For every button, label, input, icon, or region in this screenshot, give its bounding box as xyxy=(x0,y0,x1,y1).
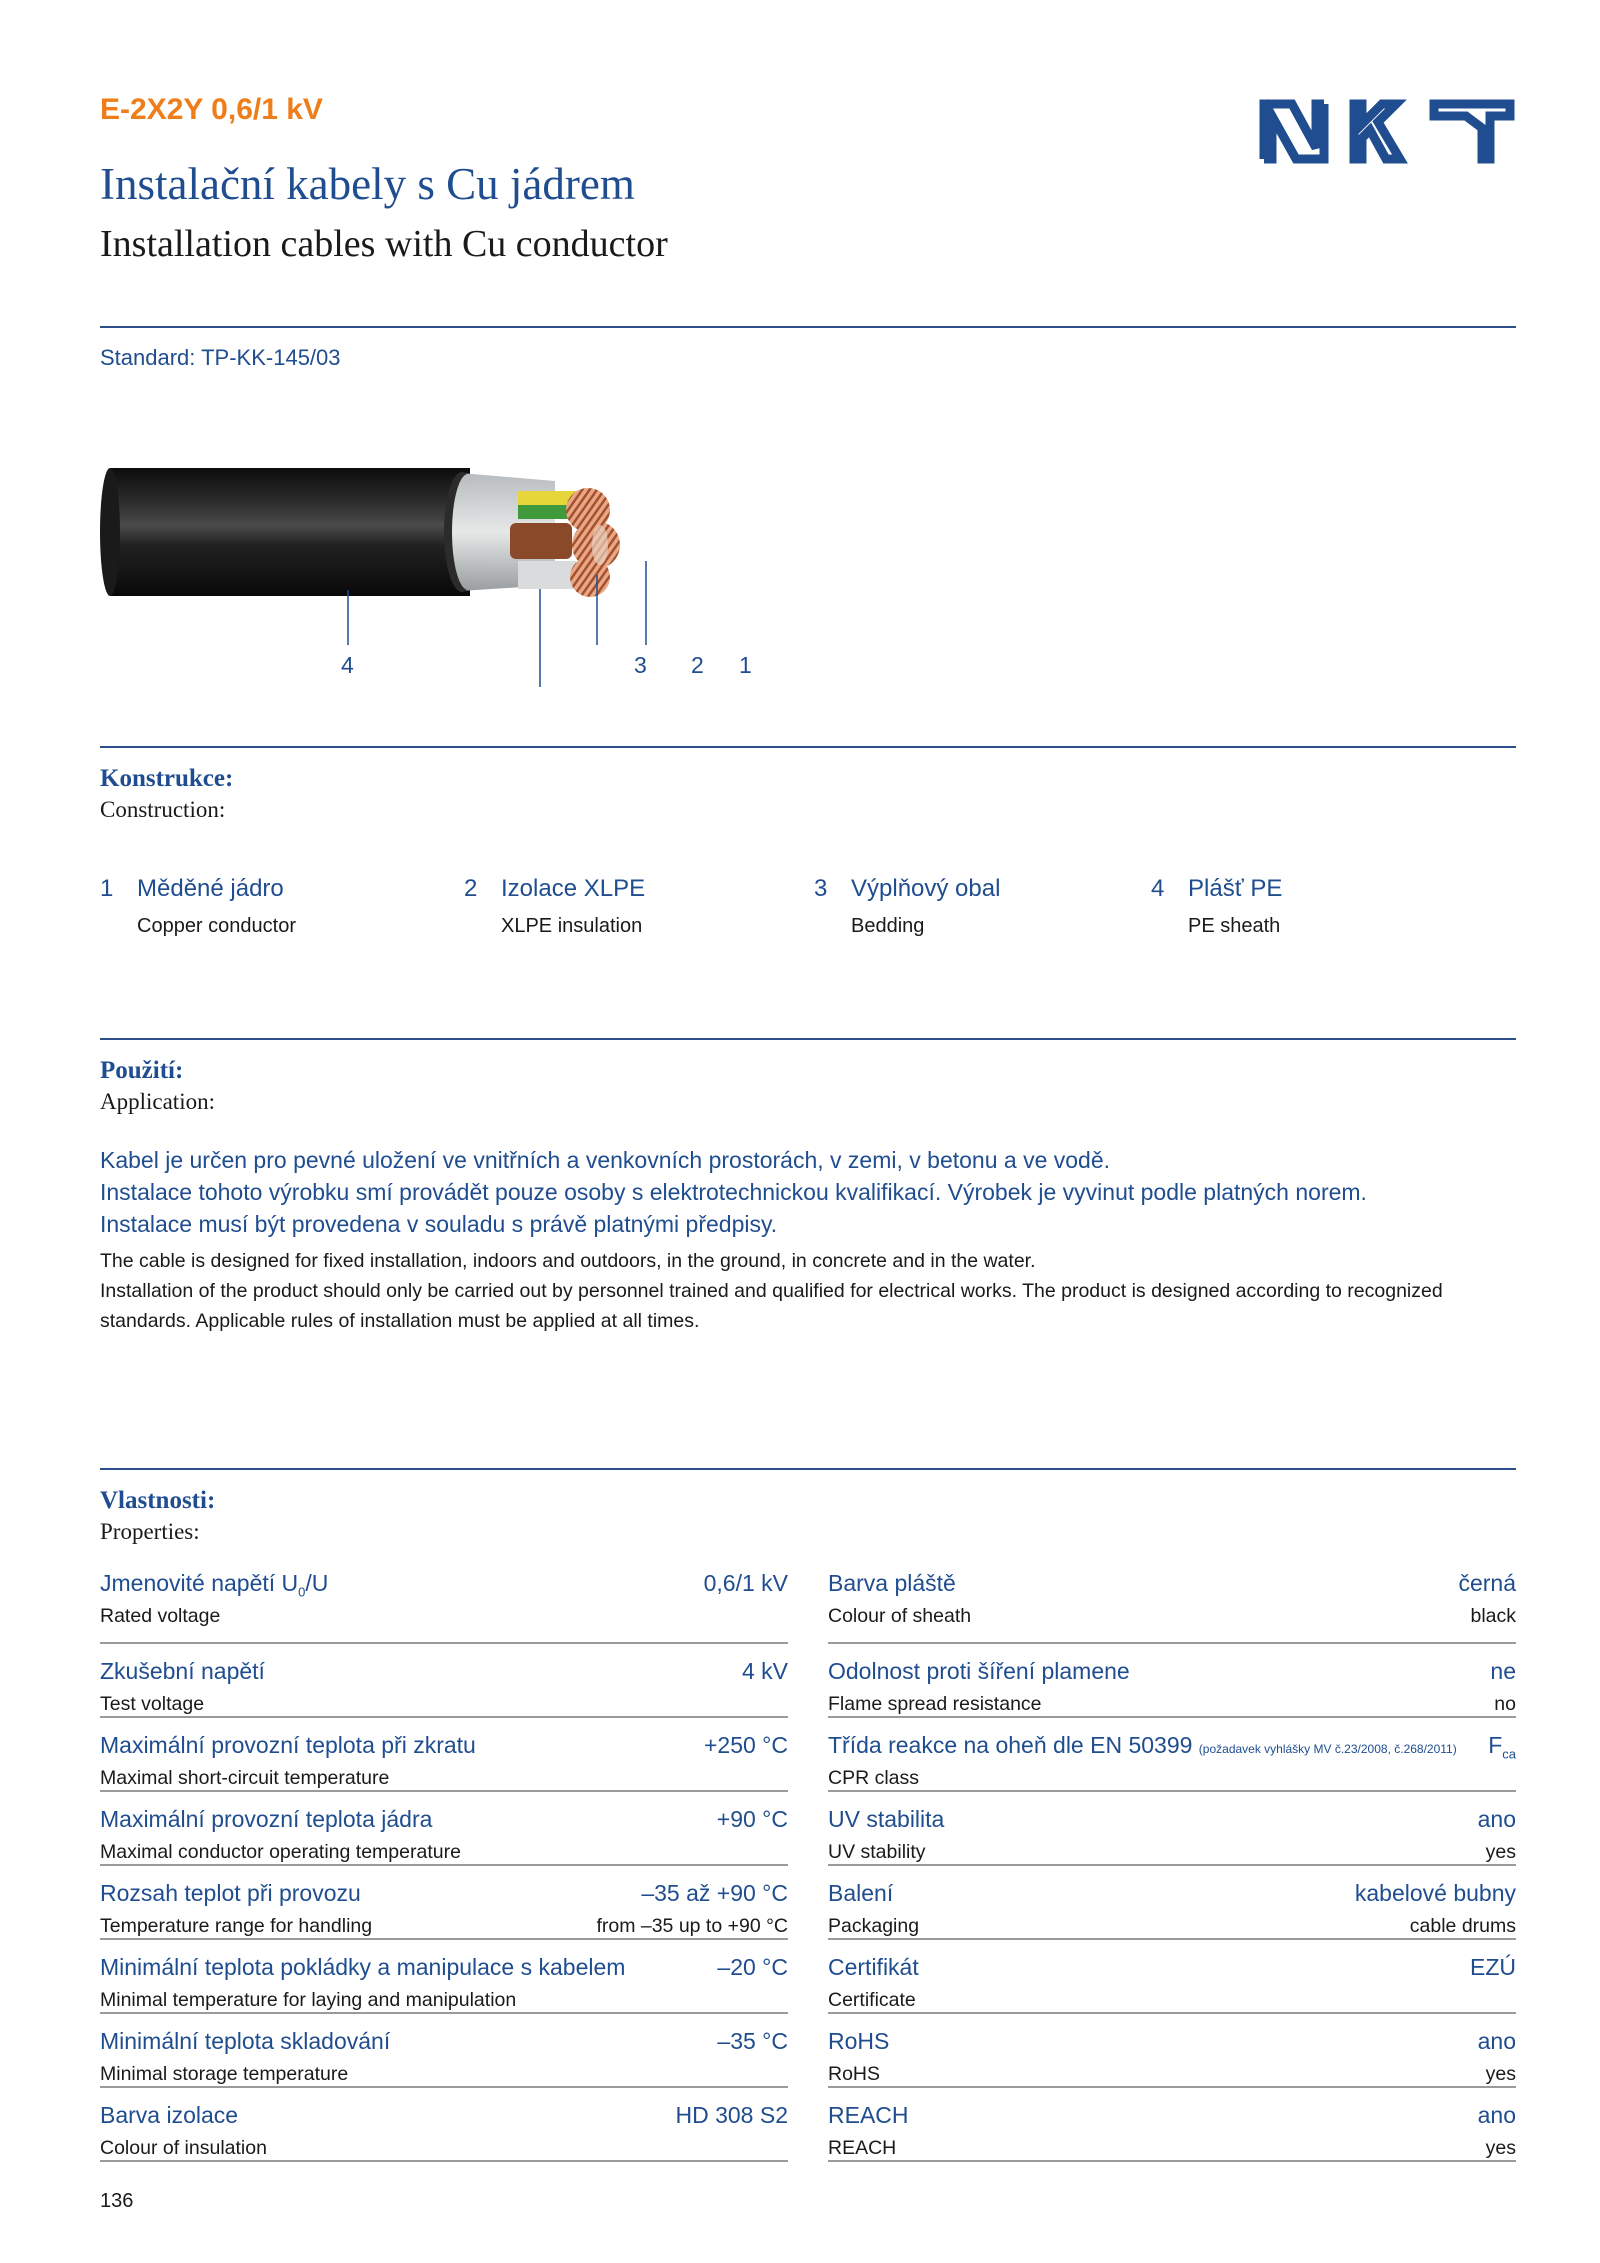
application-line: The cable is designed for fixed installation, indoors and outdoors, in the ground, in concrete and in the water. xyxy=(100,1250,1036,1272)
property-label-cz: Balení xyxy=(828,1880,894,1906)
properties-heading-en: Properties: xyxy=(100,1519,200,1544)
property-row xyxy=(100,2014,788,2088)
item-label-cz: Plášť PE xyxy=(1188,875,1283,902)
property-row xyxy=(100,2088,788,2162)
item-label-en: PE sheath xyxy=(1188,915,1281,937)
property-value-en: from –35 up to +90 °C xyxy=(596,1915,788,1937)
property-label-en: Minimal temperature for laying and manipulation xyxy=(100,1989,517,2011)
property-label-en: Test voltage xyxy=(100,1693,205,1715)
property-label-en: Colour of insulation xyxy=(100,2137,267,2159)
logo-letter-t xyxy=(1434,104,1510,159)
property-label-cz: UV stabilita xyxy=(828,1806,945,1832)
item-label-en: Copper conductor xyxy=(137,915,296,937)
property-value-cz: EZÚ xyxy=(1470,1954,1516,1980)
property-row xyxy=(828,1570,1516,1644)
core-brown xyxy=(510,523,572,559)
property-label-cz: Rozsah teplot při provozu xyxy=(100,1880,361,1906)
property-label-cz: Certifikát xyxy=(828,1954,919,1980)
property-label-cz: Jmenovité napětí $U_0/U$ xyxy=(100,1570,329,1600)
application-line: Instalace musí být provedena v souladu s právě platnými předpisy. xyxy=(100,1211,778,1237)
properties-right-column xyxy=(828,1570,1516,2162)
properties-heading-cz: Vlastnosti: xyxy=(100,1487,216,1514)
properties-divider xyxy=(100,1468,1516,1470)
item-label-en: Bedding xyxy=(851,915,925,937)
property-label-en: Maximal short-circuit temperature xyxy=(100,1767,390,1789)
nkt-logo xyxy=(1258,98,1516,164)
property-value-en: cable drums xyxy=(1409,1915,1516,1937)
property-value-cz: ne xyxy=(1490,1658,1516,1684)
property-value-cz: černá xyxy=(1458,1570,1516,1596)
property-row xyxy=(100,1940,788,2014)
property-label-en: Maximal conductor operating temperature xyxy=(100,1841,461,1863)
application-line: Installation of the product should only be carried out by personnel trained and qualified for electrical works. The product is designed according to recognized standards. Applicable rules of installation must be applied at all times. xyxy=(100,1280,1443,1332)
construction-heading-cz: Konstrukce: xyxy=(100,765,234,792)
property-label-en: Colour of sheath xyxy=(828,1605,972,1627)
application-divider xyxy=(100,1038,1516,1040)
property-label-en: Packaging xyxy=(828,1915,920,1937)
properties-left-column xyxy=(100,1570,788,2162)
item-number: 3 xyxy=(814,875,828,902)
regulation-note: (požadavek vyhlášky MV č.23/2008, č.268/2011) xyxy=(1198,1742,1457,1756)
property-row xyxy=(828,1940,1516,2014)
callout-1: 1 xyxy=(739,652,752,678)
property-value-cz: –35 až +90 °C xyxy=(641,1880,788,1906)
property-value-cz: ano xyxy=(1477,2102,1516,2128)
item-number: 1 xyxy=(100,875,114,902)
property-row xyxy=(828,1644,1516,1718)
property-label-cz: REACH xyxy=(828,2102,909,2128)
property-value-cz: 0,6/1 kV xyxy=(703,1570,788,1596)
property-label-cz: RoHS xyxy=(828,2028,890,2054)
application-heading-en: Application: xyxy=(100,1089,215,1114)
property-label-en: Temperature range for handling xyxy=(100,1915,373,1937)
property-value-cz: –35 °C xyxy=(717,2028,788,2054)
core-grey xyxy=(518,561,576,589)
property-label-cz: Minimální teplota skladování xyxy=(100,2028,391,2054)
callout-2: 2 xyxy=(691,652,704,678)
page-title-cz: Instalační kabely s Cu jádrem xyxy=(100,159,635,209)
property-value-en: yes xyxy=(1485,1841,1516,1863)
application-heading-cz: Použití: xyxy=(100,1057,184,1084)
item-number: 4 xyxy=(1151,875,1165,902)
property-label-cz: Odolnost proti šíření plamene xyxy=(828,1658,1130,1684)
property-label-en: Certificate xyxy=(828,1989,916,2011)
property-label-en: RoHS xyxy=(828,2063,881,2085)
property-label-cz: Maximální provozní teplota jádra xyxy=(100,1806,433,1832)
property-row xyxy=(828,2088,1516,2162)
property-label-en: REACH xyxy=(828,2137,897,2159)
product-code: E-2X2Y 0,6/1 kV xyxy=(100,93,323,126)
logo-letter-k xyxy=(1354,104,1400,159)
application-line: Instalace tohoto výrobku smí provádět pouze osoby s elektrotechnickou kvalifikací. Výrobek je vyvinut podle platných norem. xyxy=(100,1179,1367,1205)
property-row xyxy=(828,1718,1516,1792)
pe-sheath xyxy=(100,468,470,596)
cable-illustration xyxy=(100,465,780,695)
property-value-cz: 4 kV xyxy=(741,1658,788,1684)
property-label-cz: Barva izolace xyxy=(100,2102,239,2128)
property-value-cz: –20 °C xyxy=(717,1954,788,1980)
application-text-cz xyxy=(100,1144,1540,1240)
item-label-cz: Měděné jádro xyxy=(137,875,284,902)
logo-letter-n xyxy=(1264,104,1324,159)
property-value-cz: ano xyxy=(1477,2028,1516,2054)
property-row xyxy=(100,1718,788,1792)
property-label-cz: Minimální teplota pokládky a manipulace s kabelem xyxy=(100,1954,626,1980)
property-value-en: black xyxy=(1470,1605,1516,1627)
item-number: 2 xyxy=(464,875,478,902)
item-label-cz: Izolace XLPE xyxy=(501,875,646,902)
callout-3: 3 xyxy=(634,652,647,678)
property-row xyxy=(828,1792,1516,1866)
item-label-cz: Výplňový obal xyxy=(851,875,1001,902)
property-value-en: yes xyxy=(1485,2137,1516,2159)
copper-conductors xyxy=(566,488,620,597)
property-label-en: Minimal storage temperature xyxy=(100,2063,349,2085)
page-title-en: Installation cables with Cu conductor xyxy=(100,223,668,265)
property-value-cz: kabelové bubny xyxy=(1354,1880,1516,1906)
property-value-cz: HD 308 S2 xyxy=(675,2102,788,2128)
header-divider xyxy=(100,326,1516,328)
construction-heading-en: Construction: xyxy=(100,797,226,822)
property-label-en: Flame spread resistance xyxy=(828,1693,1042,1715)
standard-label: Standard: TP-KK-145/03 xyxy=(100,345,341,370)
property-row xyxy=(100,1570,788,1644)
property-row xyxy=(828,2014,1516,2088)
application-line: Kabel je určen pro pevné uložení ve vnitřních a venkovních prostorách, v zemi, v betonu a ve vodě. xyxy=(100,1147,1111,1173)
property-value-en: no xyxy=(1494,1693,1516,1715)
property-row xyxy=(100,1792,788,1866)
property-value-cz: +250 °C xyxy=(703,1732,788,1758)
construction-divider xyxy=(100,746,1516,748)
application-text-en xyxy=(100,1246,1520,1336)
property-value-en: yes xyxy=(1485,2063,1516,2085)
property-row xyxy=(100,1644,788,1718)
callout-4: 4 xyxy=(341,652,354,678)
property-row xyxy=(828,1866,1516,1940)
property-value-cz: ano xyxy=(1477,1806,1516,1832)
property-label-cz: Maximální provozní teplota při zkratu xyxy=(100,1732,476,1758)
property-value-cz: +90 °C xyxy=(716,1806,788,1832)
property-label-cz: Zkušební napětí xyxy=(100,1658,265,1684)
property-label-cz: Barva pláště xyxy=(828,1570,956,1596)
property-label-en: CPR class xyxy=(828,1767,920,1789)
property-label-en: Rated voltage xyxy=(100,1605,221,1627)
property-value-cz: $F_{ca}$ xyxy=(1488,1732,1516,1762)
item-label-en: XLPE insulation xyxy=(501,915,643,937)
property-row xyxy=(100,1866,788,1940)
property-label-en: UV stability xyxy=(828,1841,926,1863)
property-label-cz: Třída reakce na oheň dle EN 50399 (požadavek vyhlášky MV č.23/2008, č.268/2011) xyxy=(828,1732,1457,1758)
page-number: 136 xyxy=(100,2190,134,2212)
